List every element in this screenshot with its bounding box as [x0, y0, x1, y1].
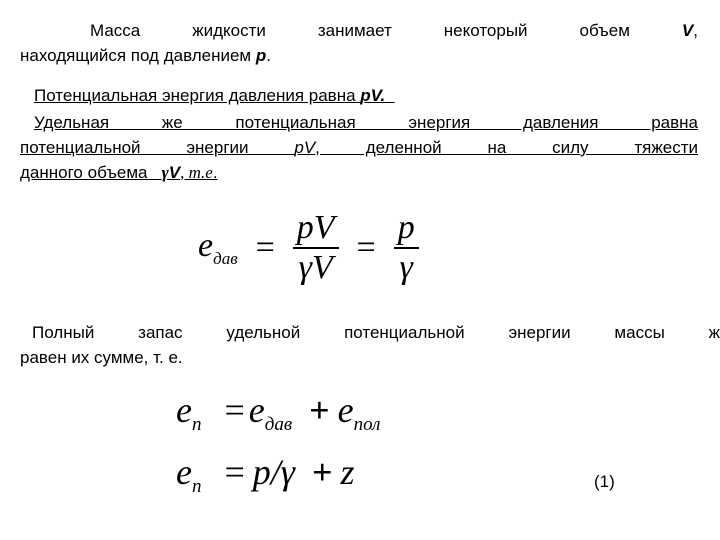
plus-1: +: [309, 390, 330, 430]
sub-dav-2: дав: [264, 414, 293, 436]
formula-e-dav: [198, 198, 419, 298]
formula-e-n-pgamma-z: [176, 450, 355, 509]
term-e-dav: e: [248, 390, 265, 430]
term-e-pol: e: [337, 390, 354, 430]
text-under-pressure: находящийся под давлением: [20, 46, 252, 65]
formula2-lhs: e: [176, 390, 192, 430]
fraction-pV-over-gammaV: [293, 209, 339, 287]
text-mass-occupies: Масса жидкости занимает некоторый объем: [90, 21, 630, 40]
term-p-over-gamma: p/γ: [252, 452, 295, 492]
period-2: .: [212, 163, 218, 182]
paragraph-mass-volume: [20, 18, 698, 68]
equation-number: (1): [594, 472, 615, 491]
paragraph-potential-energy: [34, 83, 698, 108]
text-given-volume: данного объема: [20, 163, 148, 182]
sub-n: п: [191, 414, 202, 436]
denominator-gamma: γ: [399, 249, 413, 286]
sub-n-2: п: [191, 476, 202, 498]
plus-2: +: [311, 452, 333, 492]
gamma-symbol: γ: [161, 163, 169, 182]
equals-1: =: [255, 229, 275, 266]
fraction-p-over-gamma: [394, 209, 419, 287]
text-potential-of: потенциальной энергии: [20, 138, 249, 157]
period: .: [266, 46, 271, 65]
paragraph-total-energy: [20, 320, 720, 370]
var-p: p: [255, 46, 267, 65]
sub-dav: дав: [213, 248, 238, 268]
text-equals-sum: равен их сумме, т. е.: [20, 348, 183, 367]
sub-pol: пол: [353, 414, 381, 436]
formula1-lhs: $e_{дав}$: [198, 227, 238, 268]
var-V: V: [681, 21, 694, 40]
equals-4: =: [224, 452, 245, 492]
numerator-p: p: [397, 209, 415, 246]
var-pV: pV.: [360, 86, 386, 105]
equals-2: =: [356, 229, 376, 266]
text-divided-by-weight: , деленной на силу тяжести: [315, 138, 698, 157]
formula-e-n-sum: [176, 388, 380, 447]
text-potential-energy: Потенциальная энергия давления равна: [34, 86, 356, 105]
equals-3: =: [224, 390, 245, 430]
comma: ,: [693, 21, 698, 40]
term-z: z: [340, 452, 355, 492]
var-pV-2: pV: [294, 138, 316, 157]
text-total-reserve: Полный запас удельной потенциальной энергии массы ж: [32, 323, 720, 342]
paragraph-specific-energy: [20, 110, 698, 185]
denominator-gammaV: γV: [298, 249, 333, 286]
formula3-lhs: e: [176, 452, 192, 492]
text-specific-energy: Удельная же потенциальная энергия давления равна: [34, 113, 698, 132]
numerator-pV: pV: [296, 209, 335, 246]
text-i-e: , т.е: [180, 163, 213, 182]
var-V-2: V: [168, 163, 181, 182]
